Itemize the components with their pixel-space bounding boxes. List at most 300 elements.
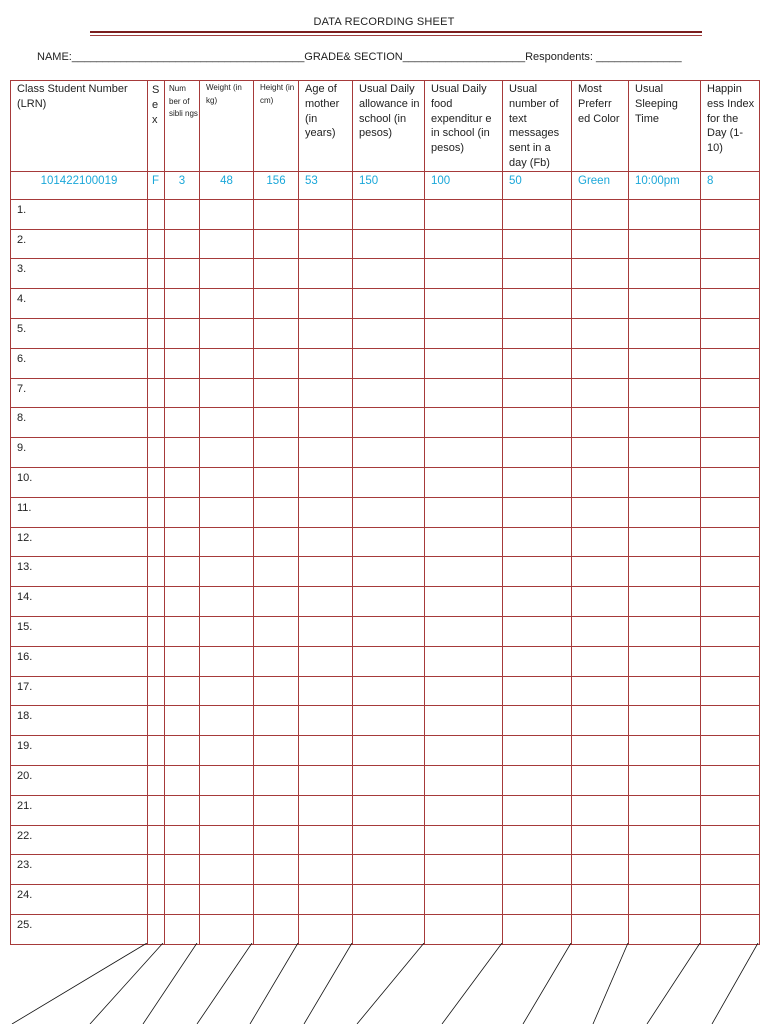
blank-entry-cell[interactable] <box>353 736 425 766</box>
blank-entry-cell[interactable] <box>148 527 165 557</box>
blank-entry-cell[interactable] <box>200 527 254 557</box>
blank-entry-cell[interactable] <box>572 497 629 527</box>
blank-entry-cell[interactable] <box>353 616 425 646</box>
blank-entry-cell[interactable] <box>503 914 572 944</box>
blank-entry-cell[interactable] <box>165 587 200 617</box>
blank-entry-cell[interactable] <box>148 646 165 676</box>
blank-entry-cell[interactable] <box>200 497 254 527</box>
blank-entry-cell[interactable] <box>200 408 254 438</box>
blank-entry-cell[interactable] <box>701 467 760 497</box>
blank-entry-cell[interactable] <box>148 587 165 617</box>
blank-entry-cell[interactable] <box>148 825 165 855</box>
blank-entry-cell[interactable] <box>165 914 200 944</box>
blank-entry-cell[interactable] <box>353 914 425 944</box>
row-number-cell[interactable]: 24. <box>11 885 148 915</box>
blank-entry-cell[interactable] <box>701 885 760 915</box>
row-number-cell[interactable]: 16. <box>11 646 148 676</box>
blank-entry-cell[interactable] <box>572 736 629 766</box>
blank-entry-cell[interactable] <box>503 229 572 259</box>
blank-entry-cell[interactable] <box>165 348 200 378</box>
blank-entry-cell[interactable] <box>299 914 353 944</box>
blank-entry-cell[interactable] <box>299 199 353 229</box>
blank-entry-cell[interactable] <box>503 318 572 348</box>
blank-entry-cell[interactable] <box>701 795 760 825</box>
blank-entry-cell[interactable] <box>629 229 701 259</box>
blank-entry-cell[interactable] <box>165 289 200 319</box>
blank-entry-cell[interactable] <box>701 914 760 944</box>
row-number-cell[interactable]: 23. <box>11 855 148 885</box>
blank-entry-cell[interactable] <box>572 676 629 706</box>
blank-entry-cell[interactable] <box>299 259 353 289</box>
blank-entry-cell[interactable] <box>353 825 425 855</box>
blank-entry-cell[interactable] <box>299 467 353 497</box>
blank-entry-cell[interactable] <box>165 378 200 408</box>
blank-entry-cell[interactable] <box>200 199 254 229</box>
blank-entry-cell[interactable] <box>200 229 254 259</box>
blank-entry-cell[interactable] <box>299 318 353 348</box>
blank-entry-cell[interactable] <box>299 527 353 557</box>
blank-entry-cell[interactable] <box>254 408 299 438</box>
blank-entry-cell[interactable] <box>165 765 200 795</box>
blank-entry-cell[interactable] <box>165 229 200 259</box>
blank-entry-cell[interactable] <box>353 438 425 468</box>
blank-entry-cell[interactable] <box>353 259 425 289</box>
blank-entry-cell[interactable] <box>254 438 299 468</box>
blank-entry-cell[interactable] <box>701 825 760 855</box>
blank-entry-cell[interactable] <box>200 646 254 676</box>
blank-entry-cell[interactable] <box>629 587 701 617</box>
blank-entry-cell[interactable] <box>701 289 760 319</box>
row-number-cell[interactable]: 17. <box>11 676 148 706</box>
blank-entry-cell[interactable] <box>165 199 200 229</box>
blank-entry-cell[interactable] <box>299 616 353 646</box>
blank-entry-cell[interactable] <box>299 587 353 617</box>
blank-entry-cell[interactable] <box>629 855 701 885</box>
row-number-cell[interactable]: 1. <box>11 199 148 229</box>
blank-entry-cell[interactable] <box>148 378 165 408</box>
row-number-cell[interactable]: 18. <box>11 706 148 736</box>
blank-entry-cell[interactable] <box>200 318 254 348</box>
blank-entry-cell[interactable] <box>200 348 254 378</box>
blank-entry-cell[interactable] <box>572 765 629 795</box>
blank-entry-cell[interactable] <box>701 587 760 617</box>
blank-entry-cell[interactable] <box>353 318 425 348</box>
blank-entry-cell[interactable] <box>503 199 572 229</box>
blank-entry-cell[interactable] <box>254 765 299 795</box>
blank-entry-cell[interactable] <box>254 825 299 855</box>
blank-entry-cell[interactable] <box>200 467 254 497</box>
blank-entry-cell[interactable] <box>503 765 572 795</box>
blank-entry-cell[interactable] <box>629 527 701 557</box>
blank-entry-cell[interactable] <box>572 646 629 676</box>
blank-entry-cell[interactable] <box>148 259 165 289</box>
blank-entry-cell[interactable] <box>353 587 425 617</box>
blank-entry-cell[interactable] <box>353 527 425 557</box>
blank-entry-cell[interactable] <box>165 885 200 915</box>
blank-entry-cell[interactable] <box>572 587 629 617</box>
row-number-cell[interactable]: 7. <box>11 378 148 408</box>
blank-entry-cell[interactable] <box>353 795 425 825</box>
blank-entry-cell[interactable] <box>701 557 760 587</box>
blank-entry-cell[interactable] <box>353 348 425 378</box>
blank-entry-cell[interactable] <box>503 587 572 617</box>
blank-entry-cell[interactable] <box>425 378 503 408</box>
blank-entry-cell[interactable] <box>503 736 572 766</box>
blank-entry-cell[interactable] <box>503 855 572 885</box>
blank-entry-cell[interactable] <box>165 497 200 527</box>
blank-entry-cell[interactable] <box>572 378 629 408</box>
blank-entry-cell[interactable] <box>701 676 760 706</box>
row-number-cell[interactable]: 6. <box>11 348 148 378</box>
blank-entry-cell[interactable] <box>425 587 503 617</box>
blank-entry-cell[interactable] <box>165 736 200 766</box>
blank-entry-cell[interactable] <box>353 706 425 736</box>
blank-entry-cell[interactable] <box>425 855 503 885</box>
blank-entry-cell[interactable] <box>148 616 165 646</box>
blank-entry-cell[interactable] <box>503 527 572 557</box>
blank-entry-cell[interactable] <box>425 914 503 944</box>
blank-entry-cell[interactable] <box>254 259 299 289</box>
blank-entry-cell[interactable] <box>629 706 701 736</box>
row-number-cell[interactable]: 15. <box>11 616 148 646</box>
blank-entry-cell[interactable] <box>701 706 760 736</box>
blank-entry-cell[interactable] <box>165 527 200 557</box>
blank-entry-cell[interactable] <box>425 825 503 855</box>
blank-entry-cell[interactable] <box>353 378 425 408</box>
row-number-cell[interactable]: 5. <box>11 318 148 348</box>
blank-entry-cell[interactable] <box>148 557 165 587</box>
blank-entry-cell[interactable] <box>254 706 299 736</box>
blank-entry-cell[interactable] <box>572 885 629 915</box>
blank-entry-cell[interactable] <box>629 557 701 587</box>
blank-entry-cell[interactable] <box>572 467 629 497</box>
blank-entry-cell[interactable] <box>299 438 353 468</box>
blank-entry-cell[interactable] <box>200 587 254 617</box>
blank-entry-cell[interactable] <box>254 289 299 319</box>
blank-entry-cell[interactable] <box>353 199 425 229</box>
blank-entry-cell[interactable] <box>299 497 353 527</box>
blank-entry-cell[interactable] <box>165 795 200 825</box>
blank-entry-cell[interactable] <box>200 557 254 587</box>
blank-entry-cell[interactable] <box>503 378 572 408</box>
row-number-cell[interactable]: 10. <box>11 467 148 497</box>
blank-entry-cell[interactable] <box>572 557 629 587</box>
blank-entry-cell[interactable] <box>425 497 503 527</box>
blank-entry-cell[interactable] <box>572 289 629 319</box>
blank-entry-cell[interactable] <box>299 795 353 825</box>
row-number-cell[interactable]: 25. <box>11 914 148 944</box>
blank-entry-cell[interactable] <box>299 289 353 319</box>
blank-entry-cell[interactable] <box>254 885 299 915</box>
blank-entry-cell[interactable] <box>165 676 200 706</box>
blank-entry-cell[interactable] <box>200 438 254 468</box>
blank-entry-cell[interactable] <box>572 706 629 736</box>
blank-entry-cell[interactable] <box>165 855 200 885</box>
blank-entry-cell[interactable] <box>629 259 701 289</box>
blank-entry-cell[interactable] <box>200 825 254 855</box>
blank-entry-cell[interactable] <box>299 825 353 855</box>
blank-entry-cell[interactable] <box>425 527 503 557</box>
blank-entry-cell[interactable] <box>425 408 503 438</box>
blank-entry-cell[interactable] <box>629 765 701 795</box>
blank-entry-cell[interactable] <box>254 795 299 825</box>
blank-entry-cell[interactable] <box>148 408 165 438</box>
blank-entry-cell[interactable] <box>165 259 200 289</box>
blank-entry-cell[interactable] <box>701 318 760 348</box>
blank-entry-cell[interactable] <box>503 825 572 855</box>
blank-entry-cell[interactable] <box>701 646 760 676</box>
blank-entry-cell[interactable] <box>572 795 629 825</box>
blank-entry-cell[interactable] <box>165 706 200 736</box>
blank-entry-cell[interactable] <box>254 467 299 497</box>
blank-entry-cell[interactable] <box>701 348 760 378</box>
blank-entry-cell[interactable] <box>572 229 629 259</box>
blank-entry-cell[interactable] <box>425 467 503 497</box>
blank-entry-cell[interactable] <box>353 497 425 527</box>
row-number-cell[interactable]: 20. <box>11 765 148 795</box>
blank-entry-cell[interactable] <box>148 795 165 825</box>
row-number-cell[interactable]: 3. <box>11 259 148 289</box>
blank-entry-cell[interactable] <box>165 467 200 497</box>
blank-entry-cell[interactable] <box>572 199 629 229</box>
blank-entry-cell[interactable] <box>254 348 299 378</box>
blank-entry-cell[interactable] <box>353 467 425 497</box>
row-number-cell[interactable]: 8. <box>11 408 148 438</box>
blank-entry-cell[interactable] <box>503 497 572 527</box>
blank-entry-cell[interactable] <box>165 408 200 438</box>
blank-entry-cell[interactable] <box>254 378 299 408</box>
blank-entry-cell[interactable] <box>254 199 299 229</box>
blank-entry-cell[interactable] <box>148 318 165 348</box>
blank-entry-cell[interactable] <box>425 616 503 646</box>
blank-entry-cell[interactable] <box>299 676 353 706</box>
blank-entry-cell[interactable] <box>503 706 572 736</box>
blank-entry-cell[interactable] <box>299 885 353 915</box>
blank-entry-cell[interactable] <box>701 527 760 557</box>
blank-entry-cell[interactable] <box>629 348 701 378</box>
blank-entry-cell[interactable] <box>353 885 425 915</box>
blank-entry-cell[interactable] <box>200 259 254 289</box>
row-number-cell[interactable]: 9. <box>11 438 148 468</box>
blank-entry-cell[interactable] <box>701 736 760 766</box>
blank-entry-cell[interactable] <box>299 706 353 736</box>
blank-entry-cell[interactable] <box>353 557 425 587</box>
blank-entry-cell[interactable] <box>165 557 200 587</box>
blank-entry-cell[interactable] <box>254 676 299 706</box>
blank-entry-cell[interactable] <box>572 855 629 885</box>
blank-entry-cell[interactable] <box>200 885 254 915</box>
blank-entry-cell[interactable] <box>353 289 425 319</box>
blank-entry-cell[interactable] <box>148 765 165 795</box>
blank-entry-cell[interactable] <box>200 676 254 706</box>
blank-entry-cell[interactable] <box>572 914 629 944</box>
blank-entry-cell[interactable] <box>425 765 503 795</box>
blank-entry-cell[interactable] <box>572 616 629 646</box>
row-number-cell[interactable]: 11. <box>11 497 148 527</box>
blank-entry-cell[interactable] <box>299 348 353 378</box>
blank-entry-cell[interactable] <box>299 646 353 676</box>
blank-entry-cell[interactable] <box>629 795 701 825</box>
blank-entry-cell[interactable] <box>148 914 165 944</box>
blank-entry-cell[interactable] <box>165 438 200 468</box>
blank-entry-cell[interactable] <box>701 497 760 527</box>
blank-entry-cell[interactable] <box>572 527 629 557</box>
blank-entry-cell[interactable] <box>254 855 299 885</box>
blank-entry-cell[interactable] <box>254 616 299 646</box>
blank-entry-cell[interactable] <box>299 557 353 587</box>
blank-entry-cell[interactable] <box>629 646 701 676</box>
blank-entry-cell[interactable] <box>299 855 353 885</box>
blank-entry-cell[interactable] <box>701 438 760 468</box>
blank-entry-cell[interactable] <box>254 229 299 259</box>
blank-entry-cell[interactable] <box>503 885 572 915</box>
blank-entry-cell[interactable] <box>425 706 503 736</box>
blank-entry-cell[interactable] <box>148 348 165 378</box>
blank-entry-cell[interactable] <box>572 438 629 468</box>
blank-entry-cell[interactable] <box>503 348 572 378</box>
blank-entry-cell[interactable] <box>353 765 425 795</box>
blank-entry-cell[interactable] <box>503 795 572 825</box>
blank-entry-cell[interactable] <box>353 676 425 706</box>
blank-entry-cell[interactable] <box>148 497 165 527</box>
row-number-cell[interactable]: 14. <box>11 587 148 617</box>
blank-entry-cell[interactable] <box>148 289 165 319</box>
blank-entry-cell[interactable] <box>200 765 254 795</box>
blank-entry-cell[interactable] <box>425 229 503 259</box>
blank-entry-cell[interactable] <box>701 378 760 408</box>
blank-entry-cell[interactable] <box>629 318 701 348</box>
blank-entry-cell[interactable] <box>200 795 254 825</box>
blank-entry-cell[interactable] <box>299 765 353 795</box>
blank-entry-cell[interactable] <box>165 616 200 646</box>
blank-entry-cell[interactable] <box>148 736 165 766</box>
blank-entry-cell[interactable] <box>148 855 165 885</box>
blank-entry-cell[interactable] <box>165 825 200 855</box>
blank-entry-cell[interactable] <box>701 259 760 289</box>
blank-entry-cell[interactable] <box>425 199 503 229</box>
blank-entry-cell[interactable] <box>254 914 299 944</box>
row-number-cell[interactable]: 19. <box>11 736 148 766</box>
blank-entry-cell[interactable] <box>572 318 629 348</box>
blank-entry-cell[interactable] <box>299 408 353 438</box>
blank-entry-cell[interactable] <box>200 378 254 408</box>
blank-entry-cell[interactable] <box>254 557 299 587</box>
blank-entry-cell[interactable] <box>425 557 503 587</box>
blank-entry-cell[interactable] <box>254 736 299 766</box>
blank-entry-cell[interactable] <box>701 408 760 438</box>
blank-entry-cell[interactable] <box>572 259 629 289</box>
blank-entry-cell[interactable] <box>200 616 254 646</box>
blank-entry-cell[interactable] <box>629 885 701 915</box>
blank-entry-cell[interactable] <box>629 408 701 438</box>
blank-entry-cell[interactable] <box>148 467 165 497</box>
blank-entry-cell[interactable] <box>299 229 353 259</box>
blank-entry-cell[interactable] <box>200 736 254 766</box>
blank-entry-cell[interactable] <box>148 229 165 259</box>
row-number-cell[interactable]: 12. <box>11 527 148 557</box>
blank-entry-cell[interactable] <box>503 259 572 289</box>
blank-entry-cell[interactable] <box>299 378 353 408</box>
blank-entry-cell[interactable] <box>503 676 572 706</box>
blank-entry-cell[interactable] <box>503 616 572 646</box>
blank-entry-cell[interactable] <box>629 438 701 468</box>
blank-entry-cell[interactable] <box>425 885 503 915</box>
blank-entry-cell[interactable] <box>148 706 165 736</box>
blank-entry-cell[interactable] <box>629 914 701 944</box>
blank-entry-cell[interactable] <box>353 408 425 438</box>
blank-entry-cell[interactable] <box>629 736 701 766</box>
row-number-cell[interactable]: 22. <box>11 825 148 855</box>
blank-entry-cell[interactable] <box>425 438 503 468</box>
blank-entry-cell[interactable] <box>701 765 760 795</box>
blank-entry-cell[interactable] <box>503 467 572 497</box>
blank-entry-cell[interactable] <box>165 318 200 348</box>
blank-entry-cell[interactable] <box>353 229 425 259</box>
blank-entry-cell[interactable] <box>572 348 629 378</box>
blank-entry-cell[interactable] <box>299 736 353 766</box>
blank-entry-cell[interactable] <box>629 378 701 408</box>
blank-entry-cell[interactable] <box>503 646 572 676</box>
blank-entry-cell[interactable] <box>629 199 701 229</box>
blank-entry-cell[interactable] <box>254 497 299 527</box>
blank-entry-cell[interactable] <box>148 199 165 229</box>
blank-entry-cell[interactable] <box>148 676 165 706</box>
blank-entry-cell[interactable] <box>629 825 701 855</box>
blank-entry-cell[interactable] <box>425 348 503 378</box>
blank-entry-cell[interactable] <box>200 855 254 885</box>
blank-entry-cell[interactable] <box>254 318 299 348</box>
row-number-cell[interactable]: 2. <box>11 229 148 259</box>
blank-entry-cell[interactable] <box>503 289 572 319</box>
blank-entry-cell[interactable] <box>425 736 503 766</box>
row-number-cell[interactable]: 21. <box>11 795 148 825</box>
row-number-cell[interactable]: 13. <box>11 557 148 587</box>
blank-entry-cell[interactable] <box>200 706 254 736</box>
blank-entry-cell[interactable] <box>425 289 503 319</box>
blank-entry-cell[interactable] <box>353 855 425 885</box>
blank-entry-cell[interactable] <box>254 527 299 557</box>
blank-entry-cell[interactable] <box>425 676 503 706</box>
blank-entry-cell[interactable] <box>701 616 760 646</box>
blank-entry-cell[interactable] <box>254 646 299 676</box>
blank-entry-cell[interactable] <box>503 438 572 468</box>
blank-entry-cell[interactable] <box>148 438 165 468</box>
blank-entry-cell[interactable] <box>353 646 425 676</box>
blank-entry-cell[interactable] <box>572 825 629 855</box>
blank-entry-cell[interactable] <box>254 587 299 617</box>
blank-entry-cell[interactable] <box>503 408 572 438</box>
blank-entry-cell[interactable] <box>629 467 701 497</box>
blank-entry-cell[interactable] <box>701 229 760 259</box>
blank-entry-cell[interactable] <box>629 497 701 527</box>
blank-entry-cell[interactable] <box>629 616 701 646</box>
blank-entry-cell[interactable] <box>165 646 200 676</box>
blank-entry-cell[interactable] <box>572 408 629 438</box>
row-number-cell[interactable]: 4. <box>11 289 148 319</box>
blank-entry-cell[interactable] <box>629 289 701 319</box>
blank-entry-cell[interactable] <box>200 289 254 319</box>
blank-entry-cell[interactable] <box>701 199 760 229</box>
blank-entry-cell[interactable] <box>701 855 760 885</box>
blank-entry-cell[interactable] <box>425 318 503 348</box>
blank-entry-cell[interactable] <box>148 885 165 915</box>
blank-entry-cell[interactable] <box>629 676 701 706</box>
blank-entry-cell[interactable] <box>425 646 503 676</box>
blank-entry-cell[interactable] <box>503 557 572 587</box>
blank-entry-cell[interactable] <box>425 795 503 825</box>
blank-entry-cell[interactable] <box>425 259 503 289</box>
blank-entry-cell[interactable] <box>200 914 254 944</box>
